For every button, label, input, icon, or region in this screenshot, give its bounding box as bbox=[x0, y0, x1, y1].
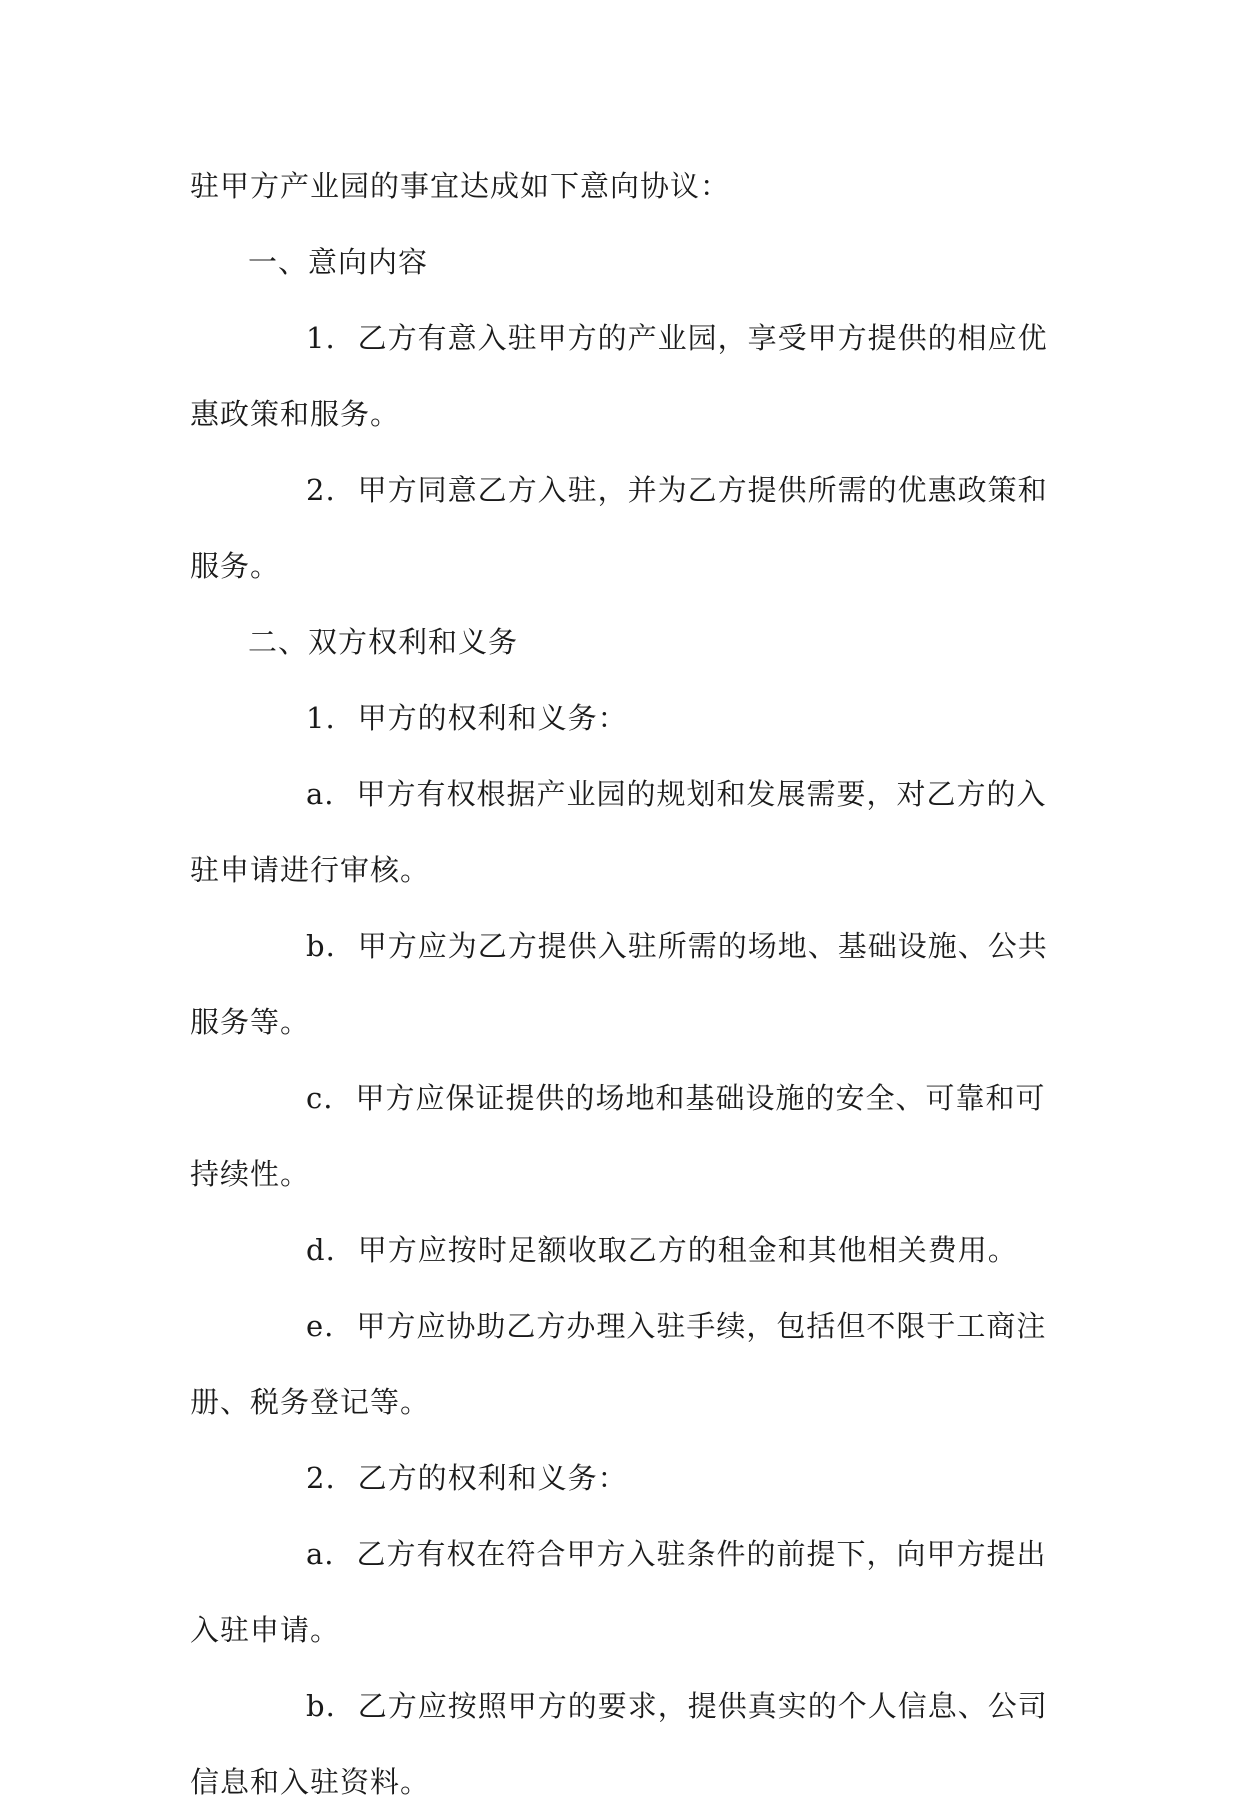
clause-1-2 bbox=[190, 452, 1060, 604]
paragraph-text: 驻甲方产业园的事宜达成如下意向协议： bbox=[190, 169, 731, 203]
clause-2-1-a bbox=[190, 756, 1060, 908]
clause-marker: 2. bbox=[306, 1461, 336, 1495]
clause-1-1 bbox=[190, 300, 1060, 452]
heading-text: 一、意向内容 bbox=[248, 245, 429, 279]
clause-2-1 bbox=[190, 680, 1060, 756]
clause-text: 甲方同意乙方入驻，并为乙方提供所需的优惠政策和服务。 bbox=[190, 473, 1048, 583]
clause-text: 甲方应协助乙方办理入驻手续，包括但不限于工商注册、税务登记等。 bbox=[190, 1309, 1047, 1419]
clause-2-1-d bbox=[190, 1212, 1060, 1288]
section-heading-rights-obligations bbox=[190, 604, 1060, 680]
clause-2-1-b bbox=[190, 908, 1060, 1060]
clause-text: 甲方有权根据产业园的规划和发展需要，对乙方的入驻申请进行审核。 bbox=[190, 777, 1047, 887]
clause-text: 甲方应保证提供的场地和基础设施的安全、可靠和可持续性。 bbox=[190, 1081, 1046, 1191]
clause-marker: 1. bbox=[306, 701, 336, 735]
clause-marker: d. bbox=[306, 1233, 336, 1267]
clause-marker: c. bbox=[306, 1081, 334, 1115]
clause-marker: e. bbox=[306, 1309, 335, 1343]
document-body bbox=[190, 148, 1060, 1820]
clause-marker: a. bbox=[306, 1537, 335, 1571]
section-heading-intent-content bbox=[190, 224, 1060, 300]
clause-2-2-b bbox=[190, 1668, 1060, 1820]
clause-text: 乙方的权利和义务： bbox=[357, 1461, 628, 1495]
clause-2-1-c bbox=[190, 1060, 1060, 1212]
clause-2-2-a bbox=[190, 1516, 1060, 1668]
clause-marker: b. bbox=[306, 929, 336, 963]
clause-text: 甲方应按时足额收取乙方的租金和其他相关费用。 bbox=[357, 1233, 1018, 1267]
clause-text: 乙方应按照甲方的要求，提供真实的个人信息、公司信息和入驻资料。 bbox=[190, 1689, 1048, 1799]
clause-marker: 2. bbox=[306, 473, 336, 507]
clause-text: 甲方应为乙方提供入驻所需的场地、基础设施、公共服务等。 bbox=[190, 929, 1048, 1039]
clause-2-1-e bbox=[190, 1288, 1060, 1440]
clause-marker: a. bbox=[306, 777, 335, 811]
clause-text: 乙方有权在符合甲方入驻条件的前提下，向甲方提出入驻申请。 bbox=[190, 1537, 1047, 1647]
clause-text: 甲方的权利和义务： bbox=[357, 701, 628, 735]
clause-marker: 1. bbox=[306, 321, 336, 355]
heading-text: 二、双方权利和义务 bbox=[248, 625, 519, 659]
clause-marker: b. bbox=[306, 1689, 336, 1723]
clause-text: 乙方有意入驻甲方的产业园，享受甲方提供的相应优惠政策和服务。 bbox=[190, 321, 1048, 431]
intro-paragraph bbox=[190, 148, 1060, 224]
clause-2-2 bbox=[190, 1440, 1060, 1516]
